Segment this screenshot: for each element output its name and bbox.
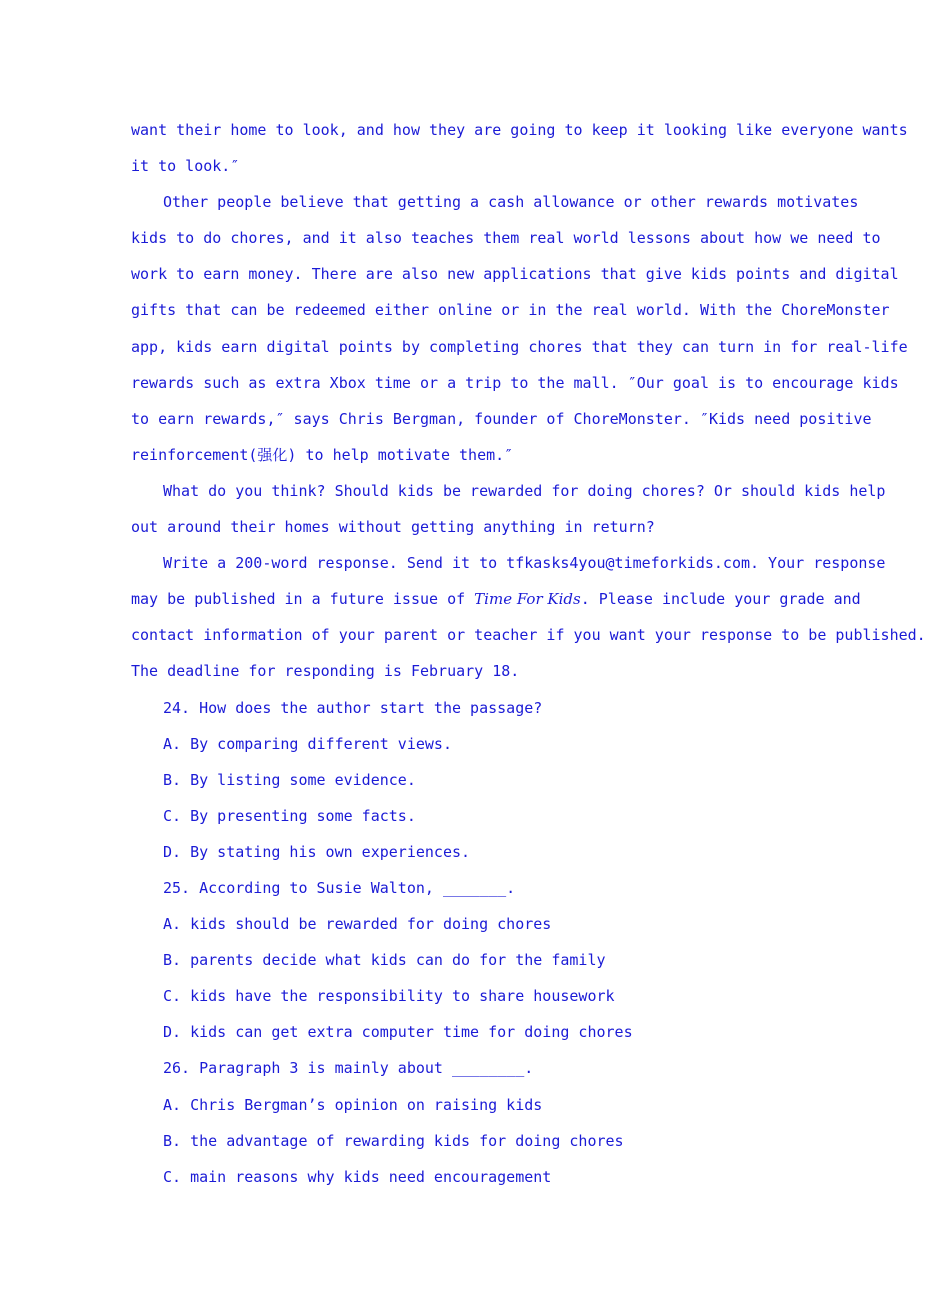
text-line: Other people believe that getting a cash allowance or other rewards motivates: [163, 193, 859, 212]
question-stem: 24. How does the author start the passage?: [163, 698, 543, 717]
text-line: work to earn money. There are also new applications that give kids points and digital: [131, 265, 899, 284]
answer-option[interactable]: C. main reasons why kids need encouragement: [163, 1167, 552, 1186]
text-line: to earn rewards,″ says Chris Bergman, founder of ChoreMonster. ″Kids need positive: [131, 409, 872, 428]
text-line: reinforcement(强化) to help motivate them.″: [131, 445, 514, 464]
text-line: want their home to look, and how they are going to keep it looking like everyone wants: [131, 121, 908, 139]
answer-option[interactable]: A. By comparing different views.: [163, 734, 452, 753]
paragraph-4: [131, 545, 926, 689]
text-line: gifts that can be redeemed either online or in the real world. With the ChoreMonster: [131, 301, 890, 320]
question-24: [131, 690, 791, 870]
text-line: [131, 581, 861, 617]
answer-option[interactable]: A. kids should be rewarded for doing chores: [163, 915, 552, 934]
document-page: [131, 112, 926, 1195]
question-26: [131, 1050, 791, 1194]
answer-option[interactable]: B. By listing some evidence.: [163, 770, 416, 789]
paragraph-3: [131, 473, 886, 545]
answer-option[interactable]: A. Chris Bergman’s opinion on raising kids: [163, 1095, 543, 1114]
paragraph-2: [131, 184, 908, 473]
answer-option[interactable]: B. the advantage of rewarding kids for doing chores: [163, 1131, 624, 1150]
paragraph-1: [131, 112, 908, 184]
answer-option[interactable]: D. By stating his own experiences.: [163, 842, 471, 861]
text-segment: may be published in a future issue of: [131, 590, 475, 609]
answer-option[interactable]: D. kids can get extra computer time for doing chores: [163, 1023, 633, 1042]
text-line: What do you think? Should kids be rewarded for doing chores? Or should kids help: [163, 481, 886, 500]
question-25: [131, 870, 791, 1050]
text-line: Write a 200-word response. Send it to tfkasks4you@timeforkids.com. Your response: [163, 554, 886, 573]
text-line: out around their homes without getting anything in return?: [131, 518, 655, 537]
question-stem: 25. According to Susie Walton, _______.: [163, 878, 516, 897]
text-line: The deadline for responding is February 18.: [131, 662, 520, 681]
magazine-title: Time For Kids: [474, 590, 581, 609]
answer-option[interactable]: B. parents decide what kids can do for the family: [163, 951, 606, 970]
text-line: kids to do chores, and it also teaches them real world lessons about how we need to: [131, 229, 881, 248]
text-line: it to look.″: [131, 157, 240, 176]
text-line: app, kids earn digital points by completing chores that they can turn in for real-life: [131, 337, 908, 356]
text-line: contact information of your parent or teacher if you want your response to be published.: [131, 626, 926, 645]
question-stem: 26. Paragraph 3 is mainly about ________.: [163, 1059, 534, 1078]
answer-option[interactable]: C. By presenting some facts.: [163, 806, 416, 825]
answer-option[interactable]: C. kids have the responsibility to share housework: [163, 987, 615, 1006]
text-line: rewards such as extra Xbox time or a trip to the mall. ″Our goal is to encourage kids: [131, 373, 899, 392]
text-segment: . Please include your grade and: [580, 590, 861, 609]
